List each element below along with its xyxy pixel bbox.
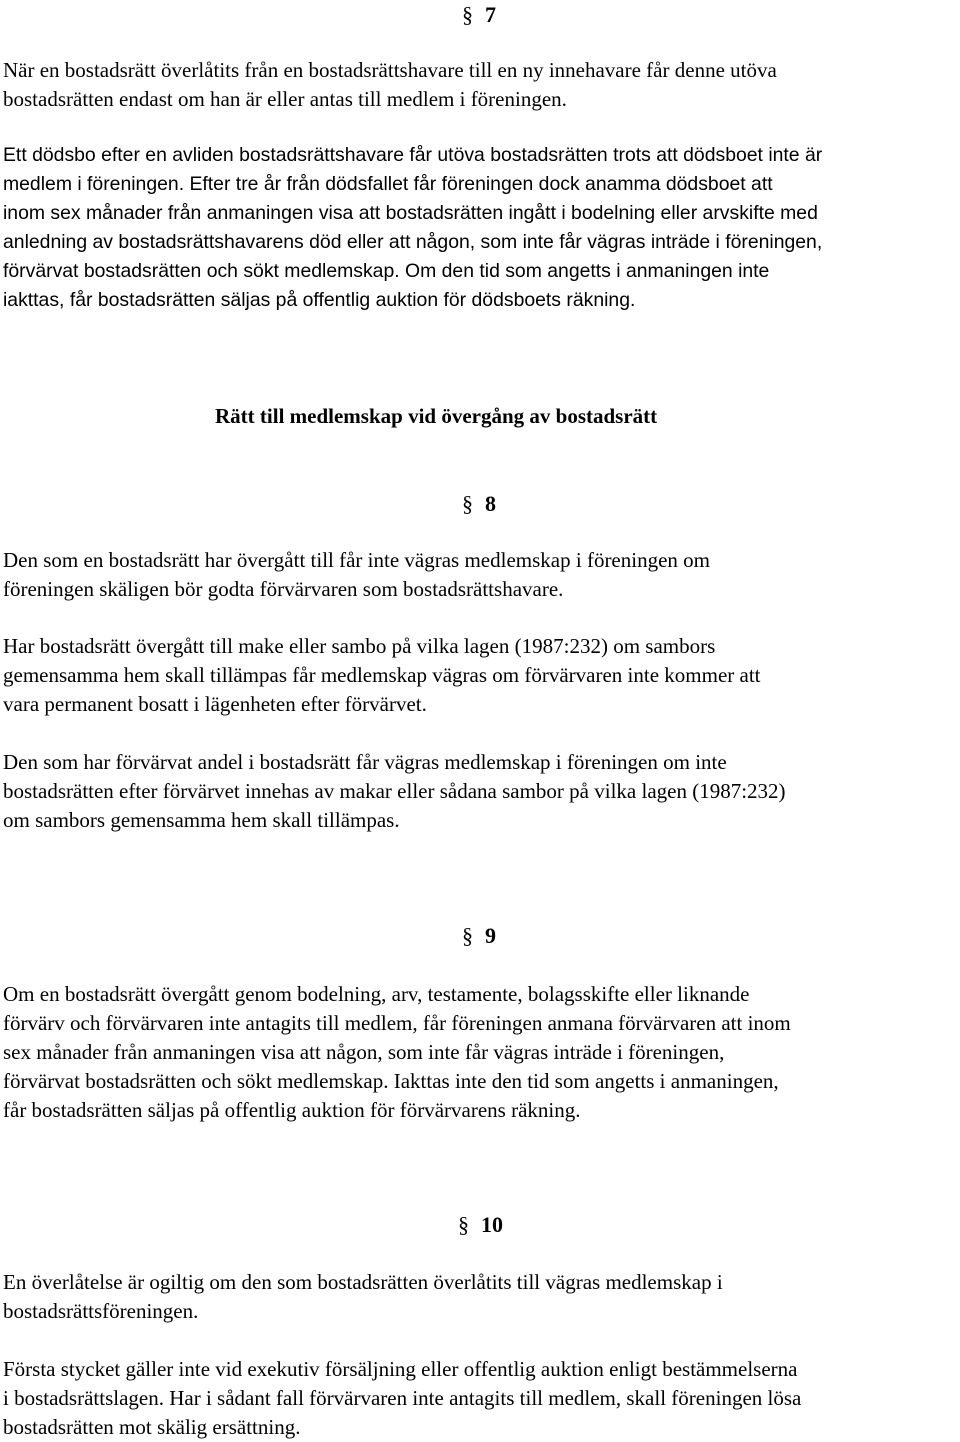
section-7-mark [462, 0, 496, 30]
s7-p1-line-2: bostadsrätten endast om han är eller antas till medlem i föreningen. [3, 87, 567, 111]
section-heading: Rätt till medlemskap vid övergång av bostadsrätt [215, 404, 658, 428]
s8-p1-line-1: Den som en bostadsrätt har övergått till får inte vägras medlemskap i föreningen om [3, 548, 710, 572]
section-10-mark [458, 1210, 503, 1240]
s7-p2-line-2: medlem i föreningen. Efter tre år från dödsfallet får föreningen dock anamma dödsboet att [3, 173, 773, 195]
s10-p1-line-2: bostadsrättsföreningen. [3, 1299, 199, 1323]
s8-p2-line-3: vara permanent bosatt i lägenheten efter förvärvet. [3, 692, 427, 716]
section-9-mark [462, 921, 496, 951]
s8-p2-line-2: gemensamma hem skall tillämpas får medlemskap vägras om förvärvaren inte kommer att [3, 663, 761, 687]
s8-p3-line-3: om sambors gemensamma hem skall tillämpas. [3, 808, 400, 832]
s9-p1-line-3: sex månader från anmaningen visa att någon, som inte får vägras inträde i föreningen, [3, 1040, 725, 1064]
s8-p3-line-1: Den som har förvärvat andel i bostadsrätt får vägras medlemskap i föreningen om inte [3, 750, 727, 774]
s8-p1-line-2: föreningen skäligen bör godta förvärvaren som bostadsrättshavare. [3, 577, 564, 601]
section-symbol: § [462, 2, 473, 27]
s10-p2-line-1: Första stycket gäller inte vid exekutiv försäljning eller offentlig auktion enligt bestämmelserna [3, 1357, 798, 1381]
s8-p2-line-1: Har bostadsrätt övergått till make eller sambo på vilka lagen (1987:232) om sambors [3, 634, 716, 658]
section-number: 10 [481, 1212, 503, 1237]
s10-p2-line-2: i bostadsrättslagen. Har i sådant fall förvärvaren inte antagits till medlem, skall föreningen lösa [3, 1386, 802, 1410]
s7-p1-line-1: När en bostadsrätt överlåtits från en bostadsrättshavare till en ny innehavare får denne utöva [3, 58, 777, 82]
section-number: 8 [485, 491, 496, 516]
section-symbol: § [462, 923, 473, 948]
s10-p1-line-1: En överlåtelse är ogiltig om den som bostadsrätten överlåtits till vägras medlemskap i [3, 1270, 723, 1294]
section-symbol: § [462, 491, 473, 516]
s7-p2-line-5: förvärvat bostadsrätten och sökt medlemskap. Om den tid som angetts i anmaningen inte [3, 260, 770, 282]
section-number: 7 [485, 2, 496, 27]
section-8-mark [462, 489, 496, 519]
s9-p1-line-1: Om en bostadsrätt övergått genom bodelning, arv, testamente, bolagsskifte eller liknande [3, 982, 750, 1006]
s9-p1-line-2: förvärv och förvärvaren inte antagits till medlem, får föreningen anmana förvärvaren att inom [3, 1011, 791, 1035]
s7-p2-line-3: inom sex månader från anmaningen visa att bostadsrätten ingått i bodelning eller arvskifte med [3, 202, 818, 224]
section-number: 9 [485, 923, 496, 948]
s7-p2-line-1: Ett dödsbo efter en avliden bostadsrättshavare får utöva bostadsrätten trots att dödsboet inte är [3, 144, 823, 166]
s7-p2-line-4: anledning av bostadsrättshavarens död eller att någon, som inte får vägras inträde i föreningen, [3, 231, 823, 253]
s8-p3-line-2: bostadsrätten efter förvärvet innehas av makar eller sådana sambor på vilka lagen (1987:232) [3, 779, 786, 803]
s7-p2-line-6: iakttas, får bostadsrätten säljas på offentlig auktion för dödsboets räkning. [3, 289, 636, 311]
s9-p1-line-5: får bostadsrätten säljas på offentlig auktion för förvärvarens räkning. [3, 1098, 581, 1122]
section-symbol: § [458, 1212, 469, 1237]
s9-p1-line-4: förvärvat bostadsrätten och sökt medlemskap. Iakttas inte den tid som angetts i anmaningen, [3, 1069, 779, 1093]
s10-p2-line-3: bostadsrätten mot skälig ersättning. [3, 1415, 301, 1439]
